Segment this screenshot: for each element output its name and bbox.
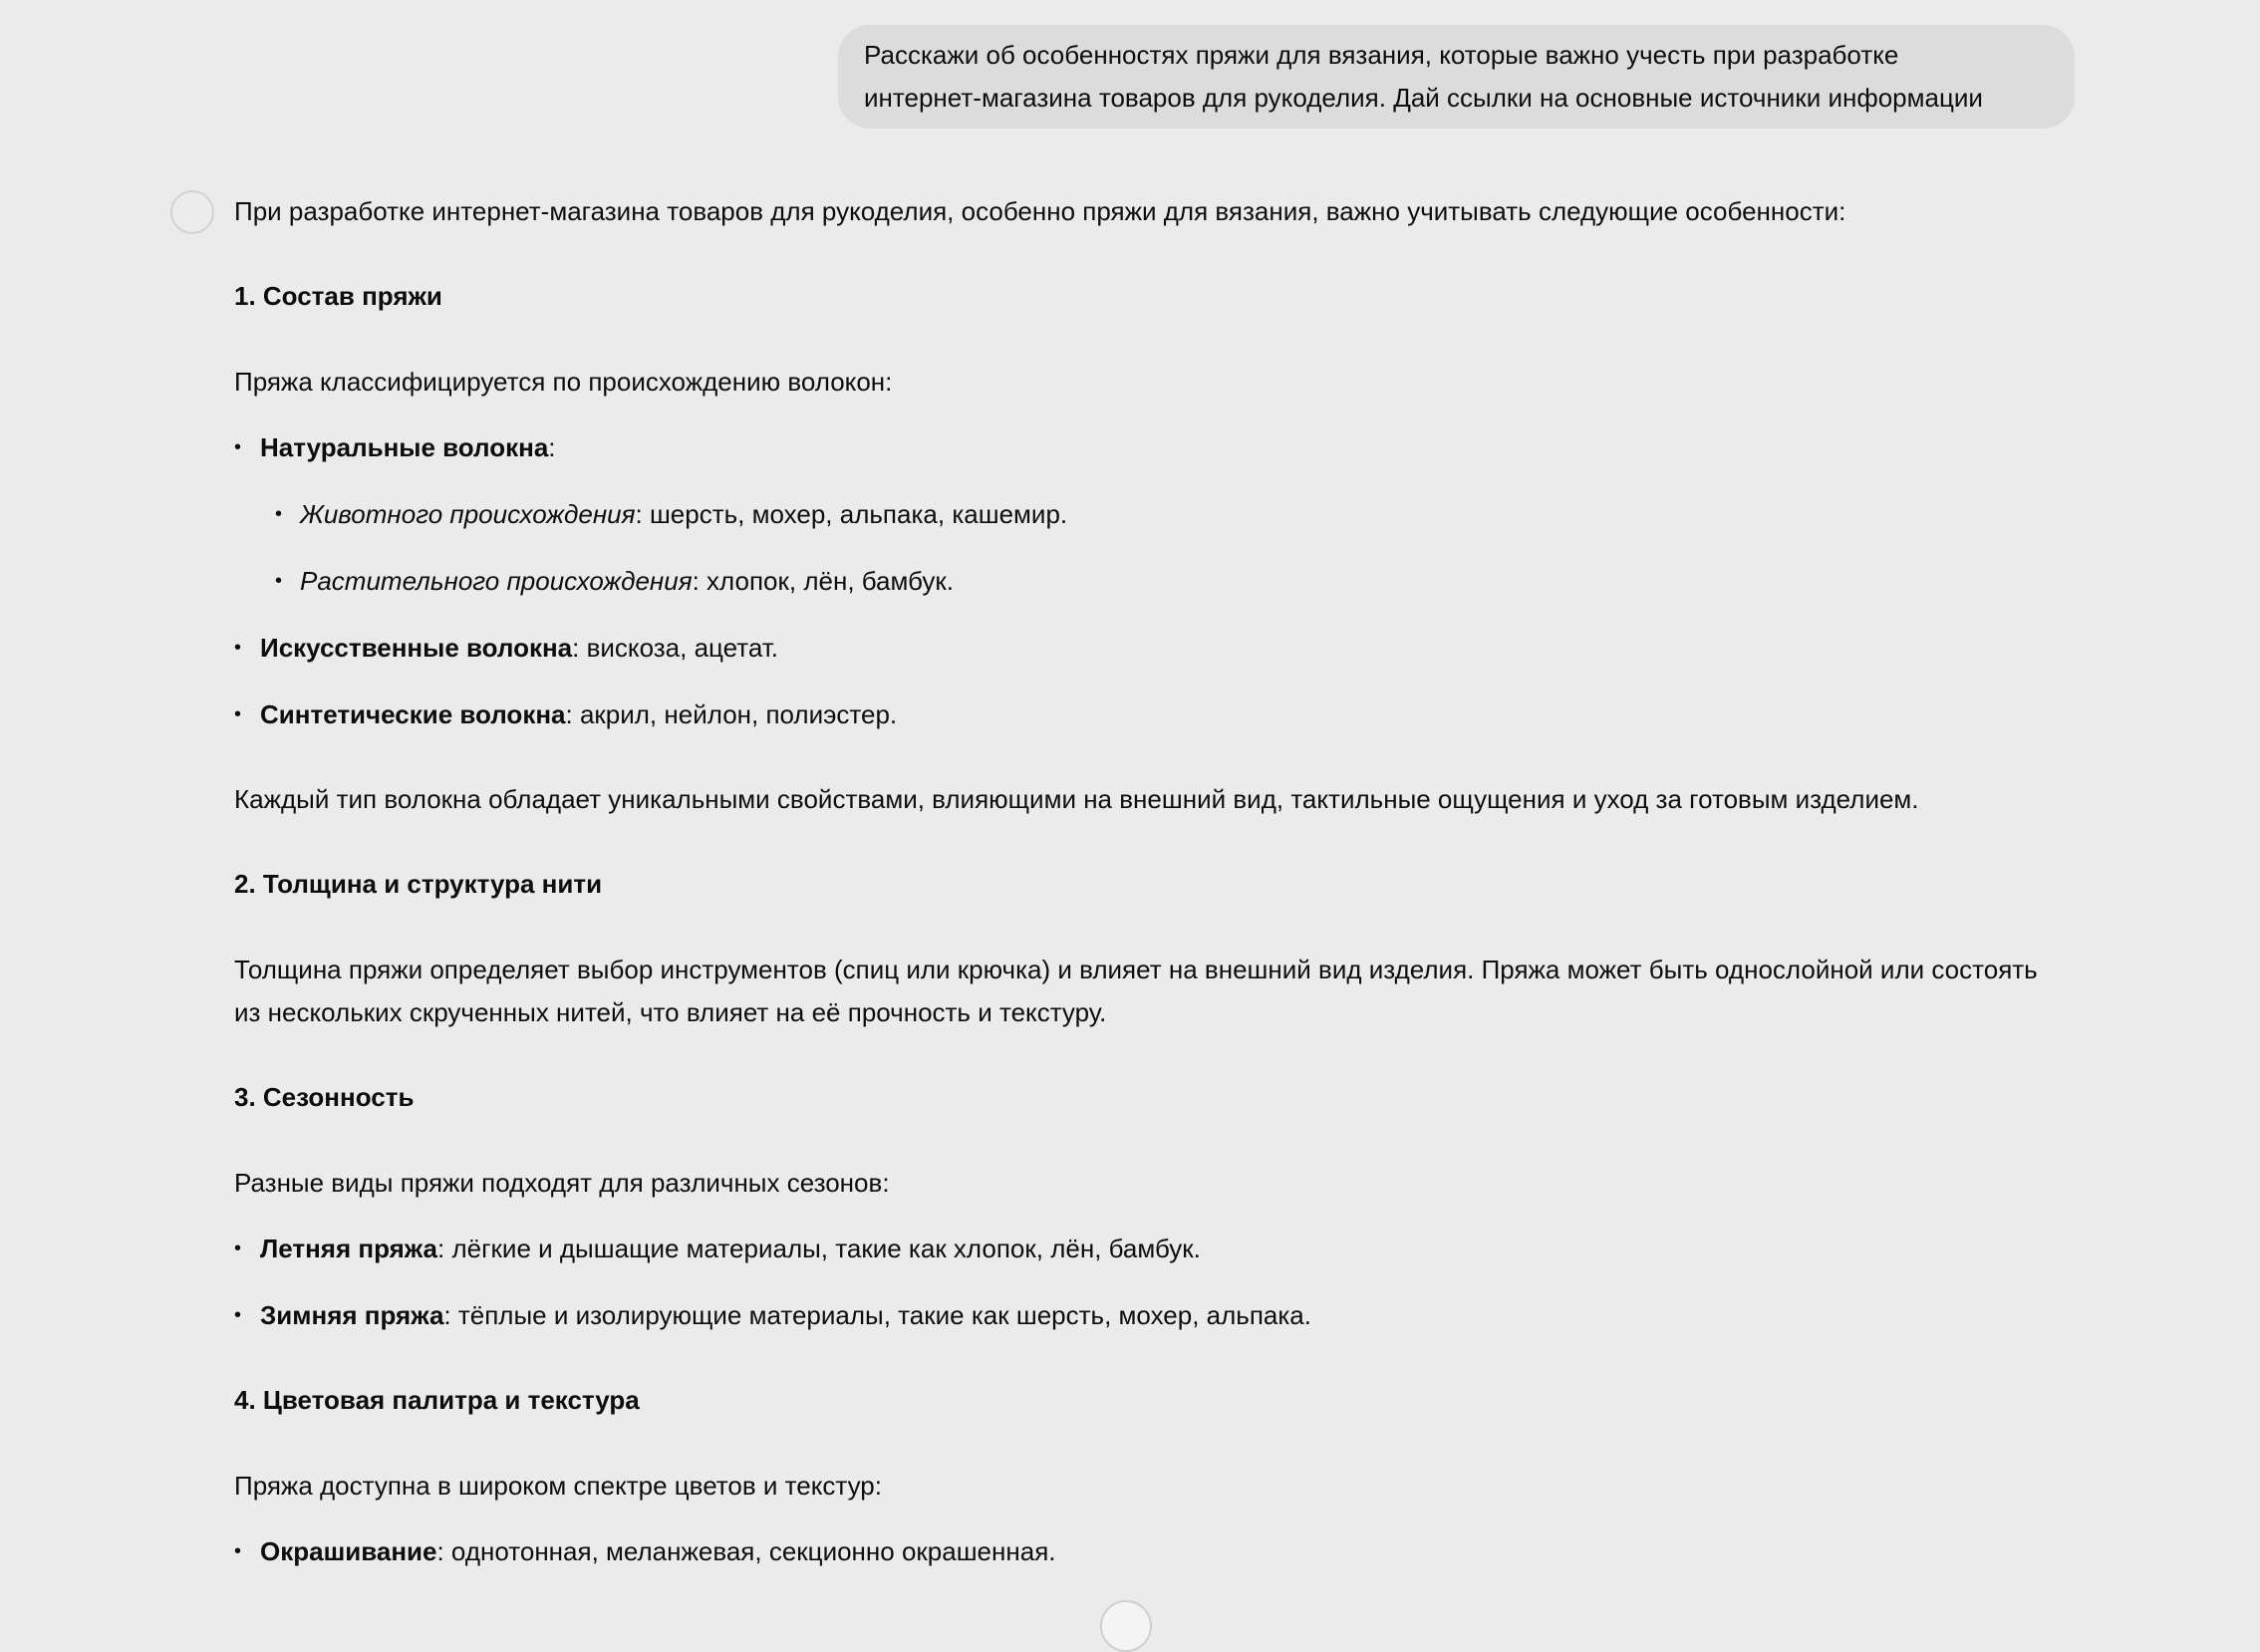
list-item xyxy=(234,1530,2058,1573)
bullet-list xyxy=(234,426,2058,736)
section-heading: 2. Толщина и структура нити xyxy=(234,869,603,899)
list-item-term: Искусственные волокна xyxy=(260,633,573,663)
section-heading: 3. Сезонность xyxy=(234,1082,415,1112)
section-lead: Пряжа классифицируется по происхождению волокон: xyxy=(234,367,893,397)
answer-intro: При разработке интернет-магазина товаров для рукоделия, особенно пряжи для вязания, важно учитывать следующие особенности: xyxy=(234,196,1846,226)
list-item-term: Растительного происхождения xyxy=(300,566,693,596)
list-item xyxy=(234,1294,2058,1337)
section-heading: 1. Состав пряжи xyxy=(234,281,442,311)
list-item-term: Зимняя пряжа xyxy=(260,1300,444,1330)
section-paragraph: Толщина пряжи определяет выбор инструментов (спиц или крючка) и влияет на внешний вид изделия. Пряжа может быть однослойной или состоять из нескольких скрученных нитей, что влияет на её прочность и текстуру. xyxy=(234,955,2038,1027)
list-item xyxy=(234,426,2058,603)
user-message-line: интернет-магазина товаров для рукоделия. Дай ссылки на основные источники информации xyxy=(864,83,1983,113)
list-item xyxy=(234,1228,2058,1270)
list-item-term: Синтетические волокна xyxy=(260,699,566,729)
list-item xyxy=(260,560,2058,603)
list-item-term: Летняя пряжа xyxy=(260,1234,437,1263)
list-item-term: Животного происхождения xyxy=(300,499,636,529)
list-item-text: : шерсть, мохер, альпака, кашемир. xyxy=(635,499,1068,529)
list-item-text: : акрил, нейлон, полиэстер. xyxy=(565,699,898,729)
list-item-text: : однотонная, меланжевая, секционно окрашенная. xyxy=(436,1536,1056,1566)
list-item-term: Окрашивание xyxy=(260,1536,437,1566)
assistant-answer xyxy=(234,190,2058,1615)
section-paragraph: Каждый тип волокна обладает уникальными свойствами, влияющими на внешний вид, тактильные ощущения и уход за готовым изделием. xyxy=(234,784,1919,814)
list-item-text: : хлопок, лён, бамбук. xyxy=(692,566,955,596)
bullet-list xyxy=(234,1530,2058,1573)
list-item-text: : вискоза, ацетат. xyxy=(572,633,778,663)
list-item xyxy=(260,493,2058,536)
list-item-term: Натуральные волокна xyxy=(260,432,549,462)
list-item xyxy=(234,693,2058,736)
bullet-list xyxy=(234,1228,2058,1337)
user-message-line: Расскажи об особенностях пряжи для вязания, которые важно учесть при разработке xyxy=(864,40,1899,70)
section-lead: Пряжа доступна в широком спектре цветов и текстур: xyxy=(234,1471,882,1501)
assistant-avatar-icon xyxy=(170,190,214,234)
list-item-text: : тёплые и изолирующие материалы, такие как шерсть, мохер, альпака. xyxy=(443,1300,1311,1330)
user-message-bubble xyxy=(838,25,2075,129)
list-item xyxy=(234,627,2058,670)
section-heading: 4. Цветовая палитра и текстура xyxy=(234,1385,640,1415)
nested-bullet-list xyxy=(260,493,2058,603)
list-item-text: : xyxy=(548,432,556,462)
list-item-text: : лёгкие и дышащие материалы, такие как хлопок, лён, бамбук. xyxy=(437,1234,1201,1263)
section-lead: Разные виды пряжи подходят для различных сезонов: xyxy=(234,1168,890,1198)
